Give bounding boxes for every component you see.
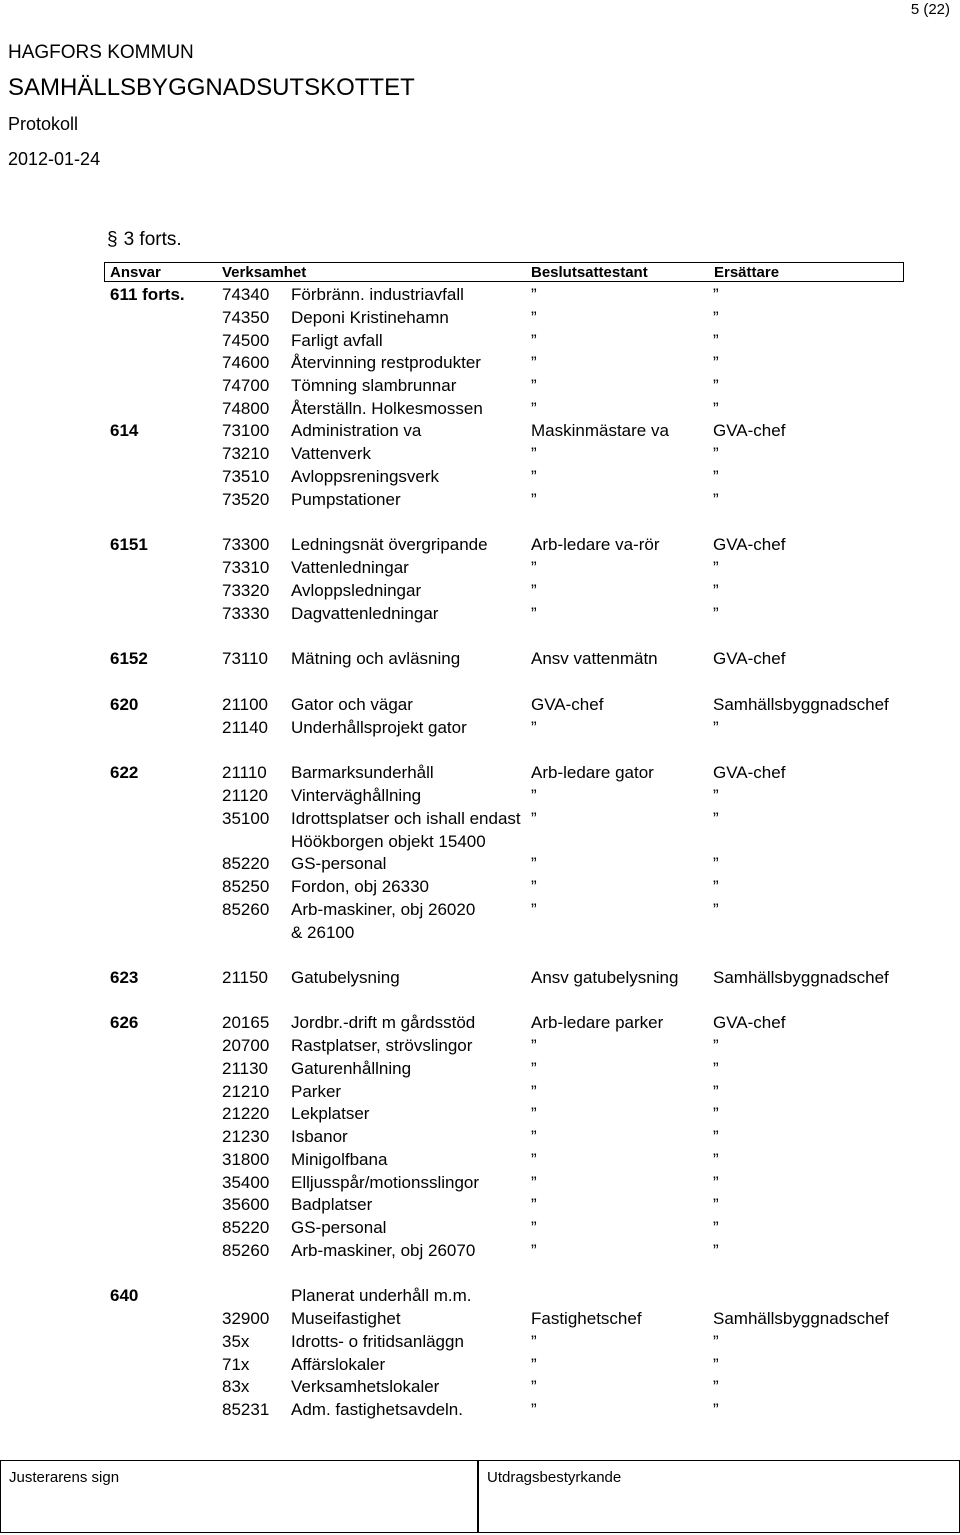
cell-number: 85260 [222,1241,270,1260]
header-ersattare: Ersättare [714,264,780,281]
cell-number: 71x [222,1355,250,1374]
table-row [0,443,960,465]
cell-number: 20165 [222,1013,270,1032]
cell-number: 20700 [222,1036,270,1055]
table-row [0,1058,960,1080]
table-row [0,534,960,556]
cell-ersattare: ” [713,718,719,737]
paragraph-symbol: § [107,229,118,250]
table-row [0,557,960,579]
table-row [0,785,960,807]
cell-ersattare: ” [713,604,719,623]
header-beslutsattestant: Beslutsattestant [531,264,648,281]
table-row [0,1376,960,1398]
cell-verksamhet: GS-personal [291,854,387,873]
table-row [0,1103,960,1125]
cell-beslutsattestant: ” [531,1082,537,1101]
cell-ersattare: GVA-chef [713,649,786,668]
table-row [0,330,960,352]
cell-ansvar: 611 forts. [110,285,185,304]
cell-beslutsattestant: ” [531,1036,537,1055]
table-row [0,489,960,511]
table-row [0,1194,960,1216]
committee-name: SAMHÄLLSBYGGNADSUTSKOTTET [8,74,415,101]
cell-verksamhet: Parker [291,1082,342,1101]
certification-label: Utdragsbestyrkande [487,1469,622,1486]
cell-ersattare: ” [713,809,719,828]
cell-verksamhet: Museifastighet [291,1309,401,1328]
cell-verksamhet: Fordon, obj 26330 [291,877,429,896]
cell-beslutsattestant: Arb-ledare parker [531,1013,664,1032]
cell-beslutsattestant: ” [531,854,537,873]
cell-verksamhet: Avloppsledningar [291,581,422,600]
cell-verksamhet: Idrottsplatser och ishall endast [291,809,521,828]
table-row [0,1331,960,1353]
table-row [0,284,960,306]
cell-ersattare: ” [713,467,719,486]
cell-number: 31800 [222,1150,270,1169]
cell-verksamhet: Mätning och avläsning [291,649,461,668]
table-row [0,808,960,830]
cell-ersattare: ” [713,1173,719,1192]
cell-ersattare: GVA-chef [713,535,786,554]
cell-number: 73320 [222,581,270,600]
cell-beslutsattestant: ” [531,809,537,828]
table-row [0,1126,960,1148]
cell-verksamhet: & 26100 [291,923,355,942]
cell-number: 21230 [222,1127,270,1146]
table-row [0,876,960,898]
cell-ansvar: 614 [110,421,139,440]
cell-beslutsattestant: ” [531,1195,537,1214]
cell-ersattare: GVA-chef [713,763,786,782]
cell-number: 21120 [222,786,269,805]
cell-number: 21220 [222,1104,270,1123]
cell-ansvar: 623 [110,968,139,987]
table-row [0,580,960,602]
cell-verksamhet: Gator och vägar [291,695,413,714]
cell-beslutsattestant: ” [531,1332,537,1351]
cell-beslutsattestant: ” [531,1241,537,1260]
cell-number: 21110 [222,763,267,782]
table-row [0,648,960,670]
table-row [0,1399,960,1421]
cell-number: 74350 [222,308,270,327]
section-heading [107,229,182,251]
cell-number: 74800 [222,399,270,418]
cell-beslutsattestant: ” [531,581,537,600]
cell-ersattare: Samhällsbyggnadschef [713,968,889,987]
cell-beslutsattestant: ” [531,285,537,304]
cell-verksamhet: Arb-maskiner, obj 26070 [291,1241,476,1260]
table-row [0,1035,960,1057]
cell-number: 35400 [222,1173,270,1192]
cell-ersattare: ” [713,1218,719,1237]
cell-verksamhet: Gatubelysning [291,968,400,987]
cell-beslutsattestant: ” [531,331,537,350]
cell-ersattare: ” [713,1036,719,1055]
cell-number: 73520 [222,490,270,509]
cell-beslutsattestant: ” [531,490,537,509]
cell-number: 73300 [222,535,270,554]
cell-ersattare: ” [713,285,719,304]
table-row [0,307,960,329]
cell-ersattare: ” [713,1150,719,1169]
cell-number: 35100 [222,809,270,828]
cell-beslutsattestant: ” [531,308,537,327]
cell-number: 73210 [222,444,270,463]
cell-ansvar: 640 [110,1286,139,1305]
cell-number: 21100 [222,695,269,714]
cell-beslutsattestant: Maskinmästare va [531,421,669,440]
cell-beslutsattestant: Arb-ledare va-rör [531,535,660,554]
cell-number: 73110 [222,649,269,668]
cell-ansvar: 620 [110,695,139,714]
cell-beslutsattestant: ” [531,353,537,372]
cell-ersattare: ” [713,581,719,600]
cell-number: 21130 [222,1059,269,1078]
cell-ansvar: 6152 [110,649,148,668]
document-date: 2012-01-24 [8,149,101,169]
cell-verksamhet: Adm. fastighetsavdeln. [291,1400,463,1419]
cell-ersattare: ” [713,558,719,577]
cell-verksamhet: Tömning slambrunnar [291,376,457,395]
table-row [0,1308,960,1330]
cell-verksamhet: Isbanor [291,1127,348,1146]
cell-number: 73310 [222,558,270,577]
cell-number: 85220 [222,1218,270,1237]
cell-ersattare: ” [713,877,719,896]
cell-beslutsattestant: ” [531,718,537,737]
table-row [0,375,960,397]
cell-beslutsattestant: Ansv vattenmätn [531,649,658,668]
cell-number: 35600 [222,1195,270,1214]
table-row [0,1012,960,1034]
table-row [0,1285,960,1307]
signature-label: Justerarens sign [9,1469,120,1486]
header-ansvar: Ansvar [110,264,161,281]
cell-beslutsattestant: ” [531,1150,537,1169]
cell-beslutsattestant: ” [531,1104,537,1123]
cell-ansvar: 622 [110,763,139,782]
table-row [0,831,960,853]
table-row [0,466,960,488]
cell-number: 21140 [222,718,269,737]
table-row [0,603,960,625]
cell-ersattare: GVA-chef [713,1013,786,1032]
cell-verksamhet: Administration va [291,421,422,440]
cell-ersattare: ” [713,490,719,509]
cell-verksamhet: Återvinning restprodukter [291,353,481,372]
page-number: 5 (22) [910,1,950,18]
cell-ersattare: ” [713,444,719,463]
cell-verksamhet: Verksamhetslokaler [291,1377,440,1396]
cell-beslutsattestant: Arb-ledare gator [531,763,654,782]
header-verksamhet: Verksamhet [222,264,307,281]
cell-beslutsattestant: ” [531,1355,537,1374]
cell-ersattare: Samhällsbyggnadschef [713,1309,889,1328]
cell-beslutsattestant: ” [531,900,537,919]
cell-beslutsattestant: ” [531,1127,537,1146]
cell-ansvar: 626 [110,1013,139,1032]
cell-ersattare: ” [713,1332,719,1351]
cell-beslutsattestant: ” [531,1218,537,1237]
cell-verksamhet: Dagvattenledningar [291,604,439,623]
cell-verksamhet: Deponi Kristinehamn [291,308,449,327]
table-row [0,1217,960,1239]
cell-verksamhet: Vattenledningar [291,558,409,577]
cell-number: 21150 [222,968,269,987]
cell-ansvar: 6151 [110,535,148,554]
cell-beslutsattestant: ” [531,877,537,896]
cell-ersattare: ” [713,1059,719,1078]
table-row [0,420,960,442]
cell-verksamhet: Planerat underhåll m.m. [291,1286,472,1305]
cell-ersattare: ” [713,1082,719,1101]
cell-verksamhet: Elljusspår/motionsslingor [291,1173,480,1192]
cell-number: 85231 [222,1400,270,1419]
cell-ersattare: ” [713,1104,719,1123]
cell-verksamhet: Minigolfbana [291,1150,388,1169]
cell-number: 35x [222,1332,250,1351]
cell-verksamhet: Avloppsreningsverk [291,467,440,486]
cell-number: 21210 [222,1082,270,1101]
cell-verksamhet: Jordbr.-drift m gårdsstöd [291,1013,476,1032]
cell-number: 74500 [222,331,270,350]
cell-verksamhet: Underhållsprojekt gator [291,718,467,737]
cell-ersattare: ” [713,1377,719,1396]
cell-ersattare: ” [713,900,719,919]
cell-beslutsattestant: ” [531,376,537,395]
cell-beslutsattestant: Fastighetschef [531,1309,642,1328]
table-row [0,922,960,944]
cell-beslutsattestant: Ansv gatubelysning [531,968,679,987]
document-type: Protokoll [8,114,79,134]
cell-number: 85260 [222,900,270,919]
cell-ersattare: ” [713,1400,719,1419]
cell-verksamhet: GS-personal [291,1218,387,1237]
table-row [0,762,960,784]
table-row [0,853,960,875]
table-row [0,694,960,716]
cell-number: 73100 [222,421,270,440]
cell-number: 32900 [222,1309,270,1328]
cell-beslutsattestant: ” [531,1377,537,1396]
cell-verksamhet: Återställn. Holkesmossen [291,399,483,418]
cell-verksamhet: Idrotts- o fritidsanläggn [291,1332,464,1351]
cell-verksamhet: Lekplatser [291,1104,370,1123]
cell-ersattare: ” [713,308,719,327]
certification-box [478,1460,960,1533]
cell-beslutsattestant: ” [531,1400,537,1419]
cell-ersattare: ” [713,1127,719,1146]
cell-verksamhet: Barmarksunderhåll [291,763,434,782]
table-row [0,967,960,989]
cell-ersattare: ” [713,376,719,395]
cell-verksamhet: Ledningsnät övergripande [291,535,488,554]
cell-verksamhet: Gaturenhållning [291,1059,412,1078]
cell-ersattare: ” [713,353,719,372]
cell-ersattare: ” [713,399,719,418]
table-row [0,1149,960,1171]
table-row [0,1240,960,1262]
cell-verksamhet: Vattenverk [291,444,372,463]
footer [0,1460,960,1535]
cell-ersattare: ” [713,854,719,873]
cell-verksamhet: Rastplatser, strövslingor [291,1036,473,1055]
table-row [0,1081,960,1103]
table-header [104,262,904,282]
cell-verksamhet: Höökborgen objekt 15400 [291,832,486,851]
cell-ersattare: GVA-chef [713,421,786,440]
cell-verksamhet: Pumpstationer [291,490,401,509]
table-row [0,1354,960,1376]
cell-beslutsattestant: ” [531,399,537,418]
table-row [0,717,960,739]
cell-beslutsattestant: ” [531,1173,537,1192]
cell-ersattare: Samhällsbyggnadschef [713,695,889,714]
table-row [0,899,960,921]
organization-name: HAGFORS KOMMUN [8,42,194,63]
cell-number: 85250 [222,877,270,896]
cell-verksamhet: Affärslokaler [291,1355,386,1374]
cell-beslutsattestant: ” [531,558,537,577]
cell-ersattare: ” [713,1355,719,1374]
signature-box [0,1460,478,1533]
table-row [0,352,960,374]
cell-beslutsattestant: ” [531,1059,537,1078]
cell-ersattare: ” [713,331,719,350]
cell-number: 73330 [222,604,270,623]
cell-beslutsattestant: ” [531,786,537,805]
cell-beslutsattestant: ” [531,444,537,463]
cell-number: 74700 [222,376,270,395]
cell-number: 74340 [222,285,270,304]
section-label: 3 forts. [123,229,182,250]
cell-verksamhet: Vinterväghållning [291,786,422,805]
table-row [0,1172,960,1194]
cell-beslutsattestant: GVA-chef [531,695,604,714]
cell-ersattare: ” [713,1195,719,1214]
table-row [0,398,960,420]
cell-verksamhet: Förbränn. industriavfall [291,285,464,304]
cell-beslutsattestant: ” [531,604,537,623]
cell-ersattare: ” [713,1241,719,1260]
cell-verksamhet: Arb-maskiner, obj 26020 [291,900,476,919]
cell-number: 73510 [222,467,270,486]
cell-number: 74600 [222,353,270,372]
cell-number: 85220 [222,854,270,873]
cell-beslutsattestant: ” [531,467,537,486]
cell-verksamhet: Badplatser [291,1195,373,1214]
cell-number: 83x [222,1377,250,1396]
cell-verksamhet: Farligt avfall [291,331,383,350]
cell-ersattare: ” [713,786,719,805]
